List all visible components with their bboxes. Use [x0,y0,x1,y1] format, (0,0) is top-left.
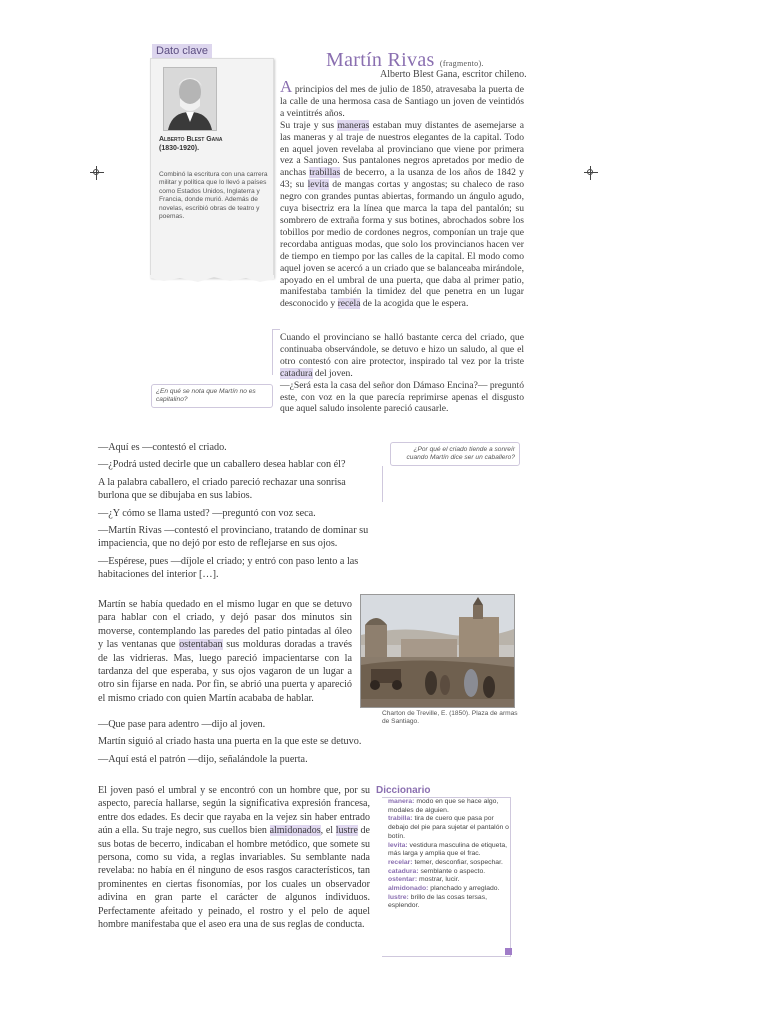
dictionary-term: lustre: [388,893,409,901]
dictionary-entry [388,868,510,877]
paragraph-text: de sus botas de becerro, indicaban el hombre metódico, que somete su persona, como su vida, a reglas invariables. Su semblante nada revelaba: no había en él ninguno de esos rasgos característicos, tan prominentes en ciertas fisonomías, por los cuales un observador adivina en gran parte el carácter de algunos individuos. Perfectamente afeitado y peinado, el rostro y el pelo de aquel hombre manifestaba que el aseo era una de sus reglas de conducta. [98,825,370,931]
paragraph-text: Cuando el provinciano se halló bastante cerca del criado, que continuaba observándole, se detuvo e hizo un saludo, al que el otro contestó con aire protector, inspirado tal vez por la triste [280,332,524,367]
dialog-block-4 [98,784,370,931]
author-portrait [163,67,217,131]
corner-marker [505,948,512,955]
drop-cap: A [280,77,293,96]
registration-mark-left [90,166,104,180]
paragraph-2 [280,120,524,311]
dictionary-term: ostentar: [388,876,418,884]
dictionary-definition: mostrar, lucir. [417,876,460,884]
glossary-term[interactable]: ostentaban [179,639,223,651]
glossary-term[interactable]: trabillas [309,167,341,179]
question-box-1: ¿En qué se nota que Martín no es capitalino? [151,384,273,408]
paragraph-text: Martín se había quedado en el mismo lugar en que se detuvo para hablar con el criado, y dejó pasar dos minutos sin moverse, contemplando las paredes del patio pintadas al óleo y las ventanas que [98,599,352,651]
author-dates: (1830-1920). [159,145,200,152]
dictionary-definition: modo en que se hace algo, modales de alguien. [388,798,499,814]
dictionary-definition: brillo de las cosas tersas, esplendor. [388,893,487,910]
dictionary-entry [388,859,510,868]
paragraph-1 [280,77,524,120]
dictionary-definition: semblante o aspecto. [418,867,486,875]
text-block-2 [280,332,524,415]
dialog-line: —Que pase para adentro —dijo al joven. [98,719,266,730]
paragraph-text: Su traje y sus [280,119,338,131]
dictionary-entry [388,876,510,885]
dictionary-entry [388,842,510,859]
registration-mark-right [584,166,598,180]
paragraph-4: —¿Será esta la casa del señor don Dámaso Encina?— preguntó este, con voz en la que parecía reprimirse apenas el disgusto que aquel saludo insolente pareció causarle. [280,379,524,415]
dialog-line: —¿Y cómo se llama usted? —preguntó con voz seca. [98,507,316,519]
dialog-line: —Aquí es —contestó el criado. [98,442,227,453]
dato-clave-tag: Dato clave [152,44,212,58]
title-note: (fragmento). [439,59,484,68]
dialog-line: —Espérese, pues —díjole el criado; y entró con paso lento a las habitaciones del interior […]. [98,555,359,581]
question-box-2: ¿Por qué el criado tiende a sonreír cuando Martín dice ser un caballero? [390,442,520,466]
glossary-term[interactable]: maneras [337,119,370,131]
author-name [159,135,269,153]
paragraph-text: El joven pasó el umbral y se encontró con un hombre que, por su aspecto, parecía hallarse, según la significativa expresión francesa, entre dos edades. Es decir que rayaba en la vejez sin haber entrado aún a ella. Su traje negro, sus cuellos bien [98,785,370,837]
dictionary-definition: tira de cuero que pasa por debajo del pie para sujetar el pantalón o botín. [388,815,509,840]
dialog-line: —Aquí está el patrón —dijo, señalándole la puerta. [98,753,308,765]
author-line: Alberto Blest Gana, escritor chileno. [380,69,527,80]
dictionary-entry [388,885,510,894]
paragraph-text: de la acogida que le espera. [360,298,469,310]
dialog-line: —¿Podrá usted decirle que un caballero desea hablar con él? [98,459,346,471]
dialog-line: A la palabra caballero, el criado pareció rechazar una sonrisa burlona que se dibujaba en sus labios. [98,476,346,502]
dialog-line: Martín siguió al criado hasta una puerta en la que este se detuvo. [98,736,362,748]
question-connector [272,329,273,375]
dictionary-title: Diccionario [376,785,431,796]
dictionary-definition: temer, desconfiar, sospechar. [412,858,503,866]
dictionary-term: trabilla: [388,815,413,823]
dictionary-term: manera: [388,798,415,805]
question-connector [382,466,383,502]
text-block-1 [280,77,525,310]
paragraph-text: , el [320,825,336,837]
dictionary-entry [388,798,510,815]
author-name-line: Alberto Blest Gana [159,136,223,143]
glossary-term[interactable]: catadura [280,367,313,379]
paragraph-text: sus molduras doradas a través de las vidrieras. Mas, luego pareció impacientarse con la tardanza del que esperaba, y sus ojos vagaron de un lugar a otro sin fijarse en nada. Por fin, se abrió una puerta y apareció el mismo criado con quien Martín acababa de hablar. [98,639,353,704]
dictionary-term: recelar: [388,858,413,866]
dictionary-term: levita: [388,841,408,849]
painting-image [360,594,515,708]
glossary-term[interactable]: lustre [335,825,358,837]
dictionary-term: catadura: [388,867,419,875]
paragraph-text: del joven. [312,367,353,379]
paragraph-text: de becerro, a la usanza de los años de 1842 y 43; su [280,167,524,191]
author-bio: Combinó la escritura con una carrera militar y política que lo llevó a países como Estados Unidos, Inglaterra y Francia, donde murió. Además de novelas, escribió obras de teatro y poemas. [159,171,268,221]
paragraph-text: principios del mes de julio de 1850, atravesaba la puerta de la calle de una hermosa casa de Santiago un joven de veintidós a veintitrés años. [280,84,524,119]
dialog-block-1 [98,441,370,582]
dictionary-definition: vestidura masculina de etiqueta, más larga y amplia que el frac. [388,841,508,858]
question-connector [272,329,280,330]
torn-edge [150,275,274,283]
dialog-paragraph [98,598,352,705]
dialog-block-3 [98,718,370,766]
paragraph-3 [280,332,524,380]
dialog-line: —Martín Rivas —contestó el provinciano, tratando de dominar su impaciencia, que no dejó por esto de reflejarse en sus ojos. [98,525,369,550]
dictionary-entry [388,815,510,841]
dictionary-entries [388,798,510,911]
title-text: Martín Rivas [326,49,435,71]
glossary-term[interactable]: recela [337,298,361,310]
paragraph-text: de mangas cortas y angostas; su chaleco de raso negro con grandes puntas abiertas, formando un ángulo agudo, cuya bisectriz era la línea que marca la tapa del pantalón; su sombrero de extraña forma y sus botines, abrochados sobre los tobillos por medio de cordones negros, componían un traje que recordaba antiguas modas, que solo los provincianos hacen ver de tiempo en tiempo por las calles de la capital. El modo como aquel joven se acercó a un criado que se balanceaba mirándole, apoyado en el umbral de una puerta, que daba al primer patio, manifestaba también la timidez del que penetra en un lugar desconocido y [280,179,525,310]
painting-caption: Charton de Treville, E. (1850). Plaza de armas de Santiago. [382,710,518,725]
paragraph-text: estaban muy distantes de asemejarse a las maneras y al traje de nuestros elegantes de la capital. Todo en aquel joven revelaba al provinciano que viene por primera vez a Santiago. Sus pantalones negros apretados por medio de anchas [280,119,524,179]
dialog-block-2 [98,598,352,705]
dictionary-term: almidonado: [388,885,429,893]
dictionary-entry [388,894,510,911]
dictionary-definition: planchado y arreglado. [428,885,500,893]
glossary-term[interactable]: levita [307,179,329,191]
glossary-term[interactable]: almidonados [269,825,321,837]
dialog-paragraph [98,784,370,931]
dato-clave-box [150,58,274,278]
